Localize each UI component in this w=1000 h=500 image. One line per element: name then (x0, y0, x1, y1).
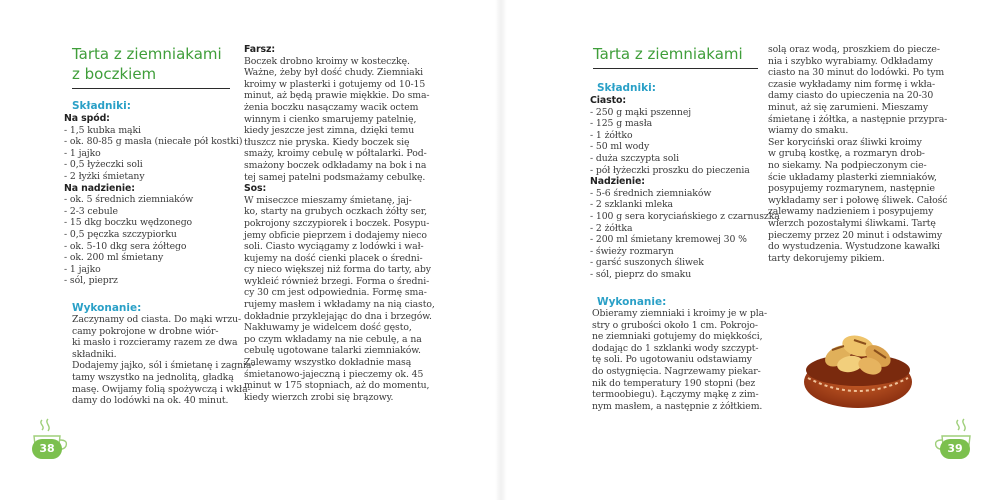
right-continued-text (768, 44, 948, 264)
text-line: rujemy masłem i wkładamy na nią ciasto, (244, 299, 435, 311)
text-line: tę soli. Po ugotowaniu odstawiamy (592, 354, 752, 366)
text-line: - duża szczypta soli (590, 152, 679, 164)
text-line: posypujemy rozmarynem, następnie (768, 183, 935, 195)
text-line: po czym wkładamy na nie cebulę, a na (244, 333, 422, 345)
page-number: 38 (32, 439, 62, 459)
text-line: - 50 ml wody (590, 141, 650, 153)
text-line: - 0,5 pęczka szczypiorku (64, 228, 177, 240)
left-method-text (72, 314, 255, 407)
right-ingredients-list (590, 95, 780, 281)
text-line: - 0,5 łyżeczki soli (64, 159, 143, 171)
text-line: żenia boczku nasączamy wacik octem (244, 101, 419, 113)
text-line: stry o grubości około 1 cm. Pokrojo- (592, 319, 758, 331)
page-gutter (495, 0, 507, 500)
subsection-heading: Nadzienie: (590, 176, 645, 188)
left-ingredients-list (64, 113, 243, 287)
text-line: cebulę ugotowane talarki ziemniaków. (244, 345, 421, 357)
text-line: dokładnie przyklejając do dna i brzegów. (244, 310, 432, 322)
text-line: smaży, kroimy cebulę w półtalarki. Pod- (244, 148, 427, 160)
right-method-heading: Wykonanie: (597, 296, 667, 308)
text-line: Dodajemy jajko, sól i śmietanę i zagnia- (72, 360, 255, 372)
text-line: Zalewamy wszystko dokładnie masą (244, 357, 412, 369)
text-line: termoobiegu). Łączymy mąkę z zim- (592, 389, 759, 401)
text-line: - ok. 5 średnich ziemniaków (64, 194, 194, 206)
text-line: kiedy wierzch zrobi się brązowy. (244, 391, 394, 403)
text-line: tarty dekorujemy pikiem. (768, 252, 885, 264)
text-line: winnym i cienko smarujemy patelnię, (244, 113, 417, 125)
subsection-heading: Farsz: (244, 44, 275, 55)
text-line: kujemy na dość cienki placek o średni- (244, 252, 423, 264)
text-line: do wystudzenia. Wystudzone kawałki (768, 241, 940, 253)
text-line: Obieramy ziemniaki i kroimy je w pla- (592, 308, 768, 319)
text-line: minut, aż się zarumieni. Mieszamy (768, 101, 929, 113)
left-title-line-1: Tarta z ziemniakami (72, 45, 222, 63)
text-line: dodając do 1 szklanki wody szczypt- (592, 342, 759, 354)
subsection-heading: Na spód: (64, 113, 110, 124)
text-line: - garść suszonych śliwek (590, 257, 704, 269)
text-line: - pół łyżeczki proszku do pieczenia (590, 164, 750, 176)
text-line: tej samej patelni podsmażamy cebulkę. (244, 171, 426, 183)
text-line: damy ciasto do upieczenia na 20-30 (768, 90, 934, 102)
text-line: - ok. 5-10 dkg sera żółtego (64, 240, 187, 252)
text-line: wierzch pozostałymi śliwkami. Tartę (768, 217, 936, 229)
text-line: pieczemy przez 20 minut i odstawimy (768, 229, 942, 241)
text-line: masę. Owijamy folią spożywczą i wkła- (72, 383, 251, 395)
text-line: jemy obficie pieprzem i dodajemy nieco (244, 229, 427, 241)
text-line: cy 30 cm jest odpowiednia. Formę sma- (244, 287, 427, 299)
text-line: zalewamy nadzieniem i posypujemy (768, 206, 934, 218)
tart-photo (800, 300, 916, 412)
text-line: - świeży rozmaryn (590, 245, 674, 257)
text-line: kiedy jeszcze jest zimna, dzięki temu (244, 125, 415, 137)
text-line: wykleić również brzegi. Forma o średni- (244, 275, 430, 287)
text-line: Ser koryciński oraz śliwki kroimy (768, 136, 922, 148)
text-line: no siekamy. Na podpieczonym cie- (768, 159, 927, 171)
text-line: minut w 175 stopniach, aż do momentu, (244, 380, 430, 392)
text-line: cy nieco większej niż forma do tarty, aby (244, 264, 431, 276)
text-line: - 2-3 cebule (64, 205, 118, 217)
text-line: tłuszcz nie pryska. Kiedy boczek się (244, 136, 410, 148)
text-line: - 200 ml śmietany kremowej 30 % (590, 234, 747, 246)
text-line: solą oraz wodą, proszkiem do piecze- (768, 44, 940, 55)
text-line: - ok. 80-85 g masła (niecałe pół kostki) (64, 136, 243, 148)
text-line: Zaczynamy od ciasta. Do mąki wrzu- (72, 314, 242, 325)
text-line: - 2 szklanki mleka (590, 199, 674, 211)
text-line: ciasto na 30 minut do lodówki. Po tym (768, 67, 945, 79)
right-ingredients-heading: Składniki: (597, 82, 656, 94)
subsection-heading: Na nadzienie: (64, 182, 135, 194)
text-line: - 1 jajko (64, 147, 101, 159)
text-line: - 2 łyżki śmietany (64, 170, 145, 182)
subsection-heading: Ciasto: (590, 95, 626, 106)
text-line: damy do lodówki na ok. 40 minut. (72, 395, 229, 407)
left-continued-text (244, 44, 435, 403)
text-line: - sól, pieprz (64, 275, 118, 287)
text-line: kroimy w plasterki i gotujemy od 10-15 (244, 78, 426, 90)
left-title-line-2: z boczkiem (72, 65, 157, 83)
text-line: śmietanowo-jajeczną i pieczemy ok. 45 (244, 368, 424, 380)
text-line: camy pokrojone w drobne wiór- (72, 325, 219, 337)
text-line: w grubą kostkę, a rozmaryn drob- (768, 148, 925, 160)
text-line: ście układamy plasterki ziemniaków, (768, 171, 937, 183)
text-line: wykładamy ser i połowę śliwek. Całość (768, 194, 948, 206)
text-line: - 1 żółtko (590, 129, 633, 141)
text-line: ne ziemniaki gotujemy do miękkości, (592, 331, 763, 343)
left-title-rule (72, 88, 230, 89)
text-line: Boczek drobno kroimy w kosteczkę. (244, 55, 410, 67)
subsection-heading: Sos: (244, 183, 267, 195)
text-line: składniki. (72, 348, 117, 360)
text-line: - 5-6 średnich ziemniaków (590, 187, 712, 199)
left-recipe-title (72, 44, 222, 84)
text-line: soli. Ciasto wyciągamy z lodówki i wał- (244, 241, 424, 253)
right-page-badge (934, 418, 974, 466)
text-line: pokrojony szczypiorek i boczek. Posypu- (244, 217, 430, 229)
left-page-badge (32, 418, 72, 466)
text-line: - sól, pieprz do smaku (590, 268, 692, 280)
right-recipe-title: Tarta z ziemniakami (593, 45, 743, 63)
right-title-rule (593, 68, 758, 69)
text-line: W miseczce mieszamy śmietanę, jaj- (244, 194, 412, 206)
text-line: - 250 g mąki pszennej (590, 106, 692, 118)
text-line: nia i szybko wyrabiamy. Odkładamy (768, 55, 933, 67)
text-line: nym masłem, a następnie z żółtkiem. (592, 400, 763, 412)
text-line: - 15 dkg boczku wędzonego (64, 217, 193, 229)
text-line: wiamy do smaku. (768, 125, 849, 137)
text-line: - 1,5 kubka mąki (64, 124, 141, 136)
text-line: - 125 g masła (590, 118, 653, 130)
left-ingredients-heading: Składniki: (72, 100, 131, 112)
text-line: śmietanę i żółtka, a następnie przypra- (768, 113, 948, 125)
text-line: Ważne, żeby był dość chudy. Ziemniaki (244, 67, 424, 79)
text-line: tamy wszystko na jednolitą, gładką (72, 371, 234, 383)
text-line: ki masło i rozcieramy razem ze dwa (72, 337, 238, 349)
text-line: - 2 żółtka (590, 222, 633, 234)
text-line: nik do temperatury 190 stopni (bez (592, 377, 756, 389)
text-line: ko, starty na grubych oczkach żółty ser, (244, 206, 427, 218)
text-line: Nakłuwamy je widelcem dość gęsto, (244, 322, 412, 334)
text-line: czasie wykładamy nim formę i wkła- (768, 78, 936, 90)
text-line: - 1 jajko (64, 263, 101, 275)
text-line: - 100 g sera koryciańskiego z czarnuszką (590, 210, 780, 222)
left-method-heading: Wykonanie: (72, 302, 142, 314)
right-method-text (592, 308, 768, 412)
text-line: minut, aż będą prawie miękkie. Do sma- (244, 90, 430, 102)
page-number: 39 (940, 439, 970, 459)
text-line: - ok. 200 ml śmietany (64, 252, 164, 264)
text-line: do ostygnięcia. Nagrzewamy piekar- (592, 365, 761, 377)
text-line: smażony boczek odkładamy na bok i na (244, 159, 427, 171)
